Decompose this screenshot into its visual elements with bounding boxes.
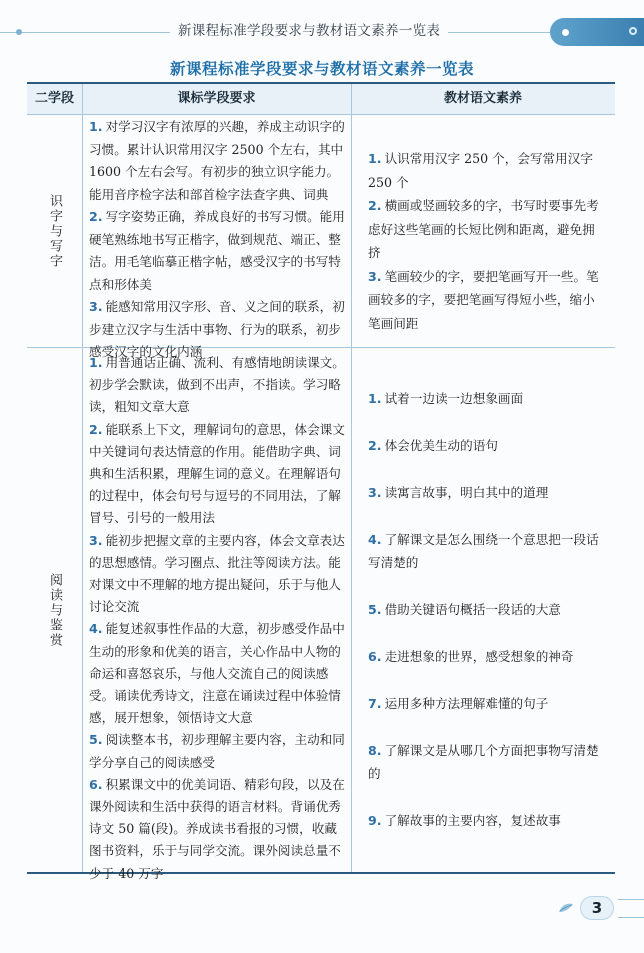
- table-header: [27, 84, 615, 115]
- list-item: 6. 走进想象的世界，感受想象的神奇: [368, 649, 574, 664]
- list-item: 5. 借助关键语句概括一段话的大意: [368, 602, 561, 617]
- list-item: 5. 阅读整本书，初步理解主要内容，主动和同学分享自己的阅读感受: [89, 732, 345, 770]
- list-item: 1. 认识常用汉字 250 个，会写常用汉字 250 个: [368, 151, 593, 190]
- literacy-cell: [368, 147, 604, 335]
- requirements-cell: [89, 116, 347, 364]
- requirements-table: [27, 82, 615, 881]
- list-item: 8. 了解课文是从哪几个方面把事物写清楚的: [368, 743, 599, 781]
- list-item: 9. 了解故事的主要内容，复述故事: [368, 813, 561, 828]
- list-item: 2. 体会优美生动的语句: [368, 438, 498, 453]
- header-literacy: 教材语文素养: [443, 91, 522, 106]
- literacy-cell: [368, 388, 604, 834]
- requirements-cell: [89, 352, 347, 885]
- list-item: 2. 能联系上下文，理解词句的意思，体会课文中关键词句表达情意的作用。能借助字典、词典和生活积累，理解生词的意义。在理解语句的过程中，体会句号与逗号的不同用法，了解冒号、引号的一般用法: [89, 421, 345, 526]
- column-divider: [82, 84, 83, 872]
- leaf-icon: [558, 902, 574, 914]
- page-rule: [618, 917, 644, 918]
- header-tab-dot: [562, 29, 569, 36]
- list-item: 3. 笔画较少的字，要把笔画写开一些。笔画较多的字，要把笔画写得短小些，缩小笔画间距: [368, 268, 599, 331]
- list-item: 4. 了解课文是怎么围绕一个意思把一段话写清楚的: [368, 532, 599, 570]
- page-number: 3: [580, 896, 614, 920]
- page-title: 新课程标准学段要求与教材语文素养一览表: [169, 60, 474, 78]
- list-item: 3. 读寓言故事，明白其中的道理: [368, 485, 549, 500]
- header-tab-ring: [629, 27, 637, 35]
- list-item: 3. 能感知常用汉字形、音、义之间的联系，初步建立汉字与生活中事物、行为的联系，初步感受汉字的文化内涵: [89, 299, 345, 359]
- running-title: 新课程标准学段要求与教材语文素养一览表: [170, 20, 448, 42]
- stage-cell: [27, 115, 82, 347]
- stage-label: 识字与写字: [47, 193, 62, 269]
- list-item: 6. 积累课文中的优美词语、精彩句段，以及在课外阅读和生活中获得的语言材料。背诵优秀诗文 50 篇(段)。养成读书看报的习惯，收藏图书资料，乐于与同学交流。课外阅读总量不少于 40 万字: [89, 776, 345, 881]
- list-item: 2. 横画或竖画较多的字，书写时要事先考虑好这些笔画的长短比例和距离，避免拥挤: [368, 198, 599, 260]
- stage-label: 阅读与鉴赏: [47, 572, 62, 648]
- header-requirements: 课标学段要求: [177, 91, 256, 106]
- list-item: 4. 能复述叙事性作品的大意，初步感受作品中生动的形象和优美的语言，关心作品中人物的命运和喜怒哀乐，与他人交流自己的阅读感受。诵读优秀诗文，注意在诵读过程中体验情感，展开想象，领悟诗文大意: [89, 621, 345, 726]
- list-item: 1. 对学习汉字有浓厚的兴趣，养成主动识字的习惯。累计认识常用汉字 2500 个左右，其中 1600 个左右会写。有初步的独立识字能力。能用音序检字法和部首检字法查字典、词典: [89, 119, 345, 202]
- list-item: 7. 运用多种方法理解难懂的句子: [368, 696, 549, 711]
- header-dot: [16, 29, 22, 35]
- list-item: 1. 用普通话正确、流利、有感情地朗读课文。初步学会默读，做到不出声，不指读。学习略读，粗知文章大意: [89, 355, 345, 415]
- header-stage: 二学段: [34, 91, 74, 106]
- list-item: 1. 试着一边读一边想象画面: [368, 391, 524, 406]
- page-rule: [618, 899, 644, 900]
- list-item: 3. 能初步把握文章的主要内容，体会文章表达的思想感情。学习圈点、批注等阅读方法。能对课文中不理解的地方提出疑问，乐于与他人讨论交流: [89, 532, 345, 615]
- stage-cell: [27, 348, 82, 872]
- list-item: 2. 写字姿势正确，养成良好的书写习惯。能用硬笔熟练地书写正楷字，做到规范、端正、整洁。用毛笔临摹正楷字帖，感受汉字的书写特点和形体美: [89, 209, 345, 292]
- column-divider: [351, 84, 352, 872]
